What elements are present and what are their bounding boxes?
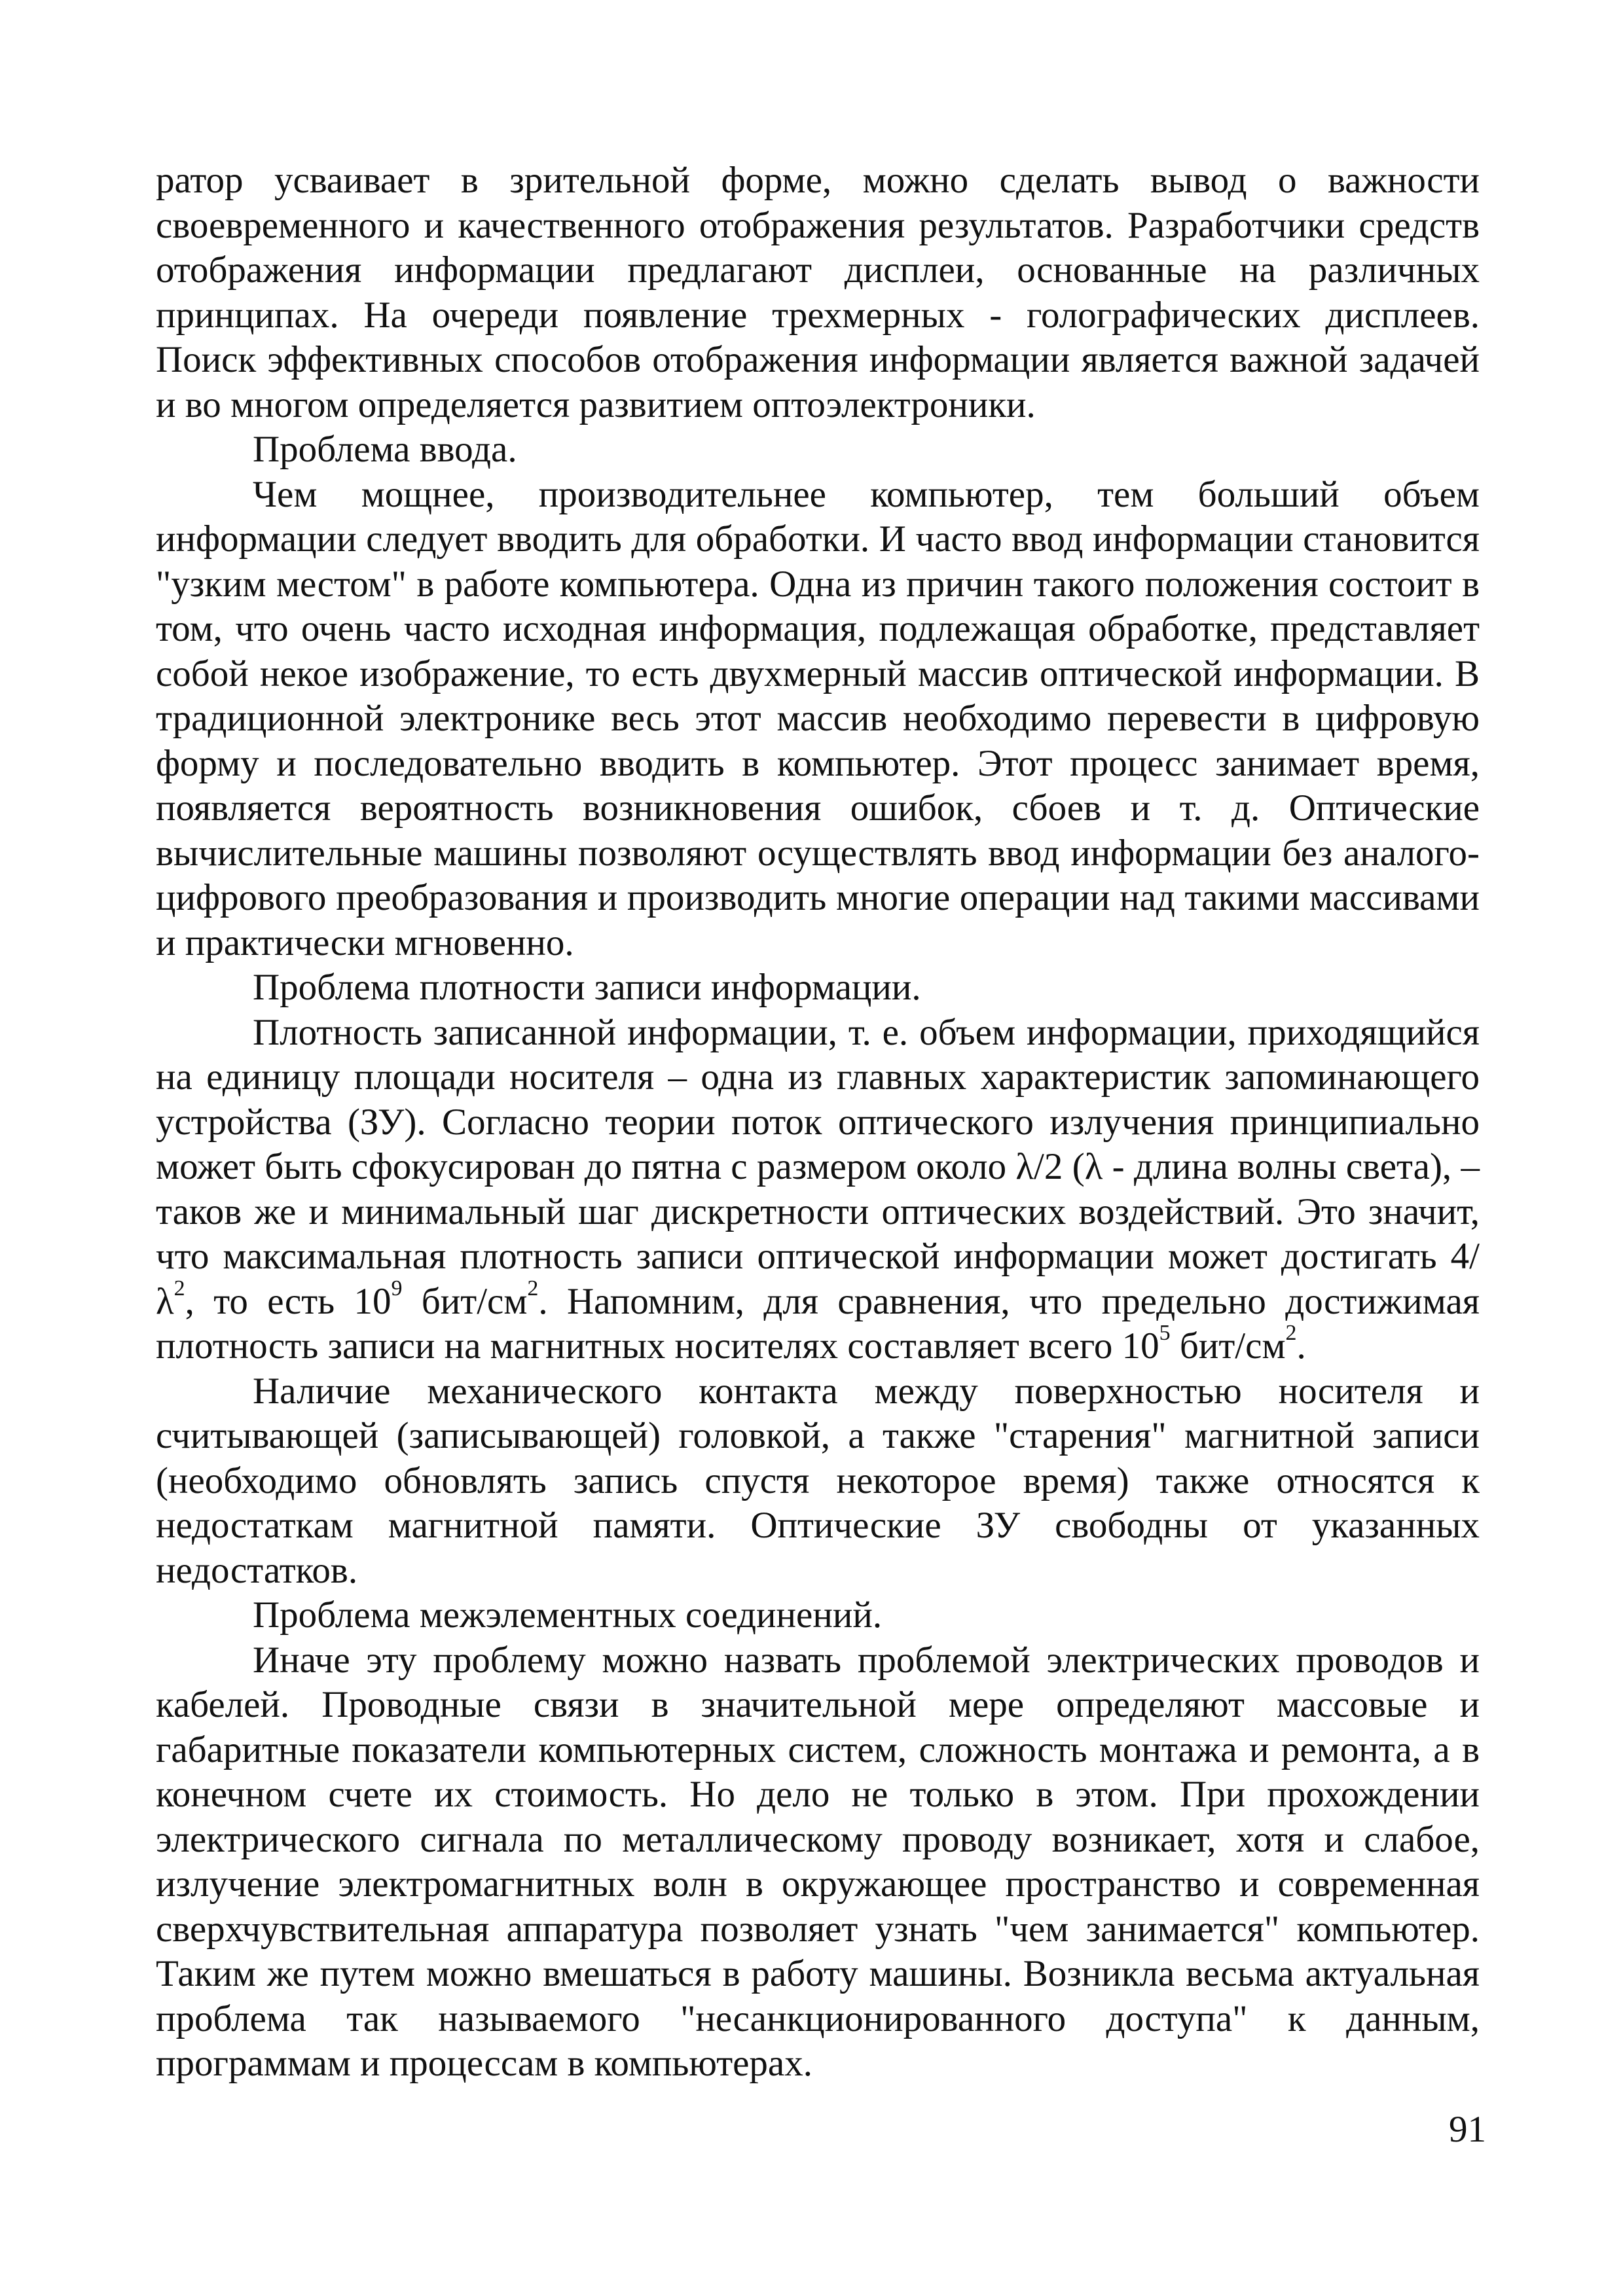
density-text-f: . [1296, 1325, 1306, 1367]
paragraph-connections-problem: Иначе эту проблему можно назвать проблемой электрических проводов и кабелей. Проводные связи в значительной мере определяют массовые и габаритные показатели компьютерных систем, сложность монтажа и ремонта, а в конечном счете их стоимость. Но дело не только в этом. При прохождении электрического сигнала по металлическому проводу возникает, хотя и слабое, излучение электромагнитных волн в окружающее пространство и современная сверхчувствительная аппаратура позволяет узнать "чем занимается" компьютер. Таким же путем можно вмешаться в работу машины. Возникла весьма актуальная проблема так называемого "несанкционированного доступа" к данным, программам и процессам в компьютерах. [156, 1639, 1480, 2084]
heading-input-problem: Проблема ввода. [253, 429, 517, 470]
density-text-b: , то есть 10 [185, 1280, 392, 1322]
paragraph-magnetic-drawbacks: Наличие механического контакта между поверхностью носителя и считывающей (записывающей) головкой, а также "старения" магнитной записи (необходимо обновлять запись спустя некоторое время) также относятся к недостаткам магнитной памяти. Оптические ЗУ свободны от указанных недостатков. [156, 1370, 1480, 1591]
superscript-cm-power-a: 2 [527, 1276, 539, 1300]
density-text-a: Плотность записанной информации, т. е. объем информации, приходящийся на единицу площади носителя – одна из главных характеристик запоминающего устройства (ЗУ). Согласно теории поток оптического излучения принципиально может быть сфокусирован до пятна с размером около λ/2 (λ - длина волны света), – таков же и минимальный шаг дискретности оптических воздействий. Это значит, что максимальная плотность записи оптической информации может достигать 4/λ [156, 1011, 1480, 1322]
density-text-c: бит/см [402, 1280, 528, 1322]
page-number: 91 [1449, 2109, 1486, 2150]
superscript-lambda-power: 2 [173, 1276, 185, 1300]
superscript-ten-power-five: 5 [1159, 1321, 1171, 1345]
paragraph-density-problem [156, 1011, 1480, 1369]
paragraph-input-problem: Чем мощнее, производительнее компьютер, тем больший объем информации следует вводить для обработки. И часто ввод информации становится "узким местом" в работе компьютера. Одна из причин такого положения состоит в том, что очень часто исходная информация, подлежащая обработке, представляет собой некое изображение, то есть двухмерный массив оптической информации. В традиционной электронике весь этот массив необходимо перевести в цифровую форму и последовательно вводить в компьютер. Этот процесс занимает время, появляется вероятность возникновения ошибок, сбоев и т. д. Оптические вычислительные машины позволяют осуществлять ввод информации без аналого-цифрового преобразования и производить многие операции над такими массивами и практически мгновенно. [156, 473, 1480, 963]
heading-connections-problem: Проблема межэлементных соединений. [253, 1594, 883, 1636]
density-text-e: бит/см [1170, 1325, 1286, 1367]
page-body-text [156, 158, 1480, 2087]
paragraph-display-conclusion: ратор усваивает в зрительной форме, можно сделать вывод о важности своевременного и качественного отображения результатов. Разработчики средств отображения информации предлагают дисплеи, основанные на различных принципах. На очереди появление трехмерных - голографических дисплеев. Поиск эффективных способов отображения информации является важной задачей и во многом определяется развитием оптоэлектроники. [156, 160, 1480, 425]
density-text-d: . Напомним, для сравнения, что предельно достижимая плотность записи на магнитных носителях составляет всего 10 [156, 1280, 1480, 1367]
heading-density-problem: Проблема плотности записи информации. [253, 967, 921, 1008]
superscript-ten-power-nine: 9 [391, 1276, 403, 1300]
superscript-cm-power-b: 2 [1285, 1321, 1297, 1345]
